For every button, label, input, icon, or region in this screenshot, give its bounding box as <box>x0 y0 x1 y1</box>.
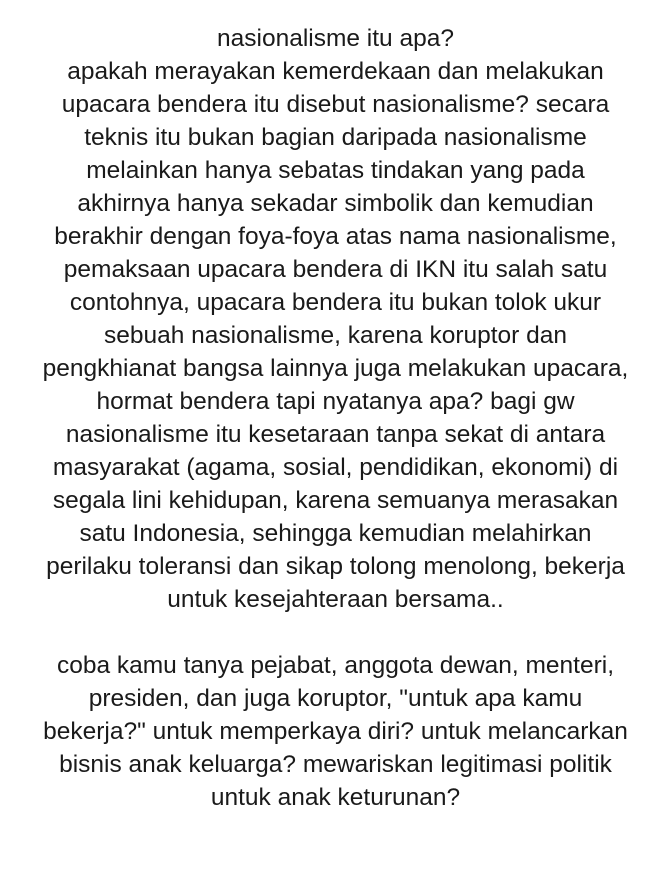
text-line: berakhir dengan foya-foya atas nama nasionalisme, <box>54 223 617 250</box>
text-line: apakah merayakan kemerdekaan dan melakukan <box>67 58 604 85</box>
text-line: pengkhianat bangsa lainnya juga melakukan upacara, <box>42 355 629 382</box>
text-line: pemaksaan upacara bendera di IKN itu salah satu <box>63 256 608 283</box>
text-line: melainkan hanya sebatas tindakan yang pada <box>86 157 585 184</box>
text-line: segala lini kehidupan, karena semuanya merasakan <box>52 487 619 514</box>
text-line: perilaku toleransi dan sikap tolong menolong, bekerja <box>46 553 625 580</box>
text-line: masyarakat (agama, sosial, pendidikan, ekonomi) di <box>52 454 619 481</box>
text-line: untuk anak keturunan? <box>210 784 461 811</box>
paragraph-2 <box>0 649 671 814</box>
text-line: akhirnya hanya sekadar simbolik dan kemudian <box>77 190 594 217</box>
text-line: hormat bendera tapi nyatanya apa? bagi gw <box>96 388 575 415</box>
text-line: nasionalisme itu apa? <box>217 25 454 52</box>
text-line: bisnis anak keluarga? mewariskan legitimasi politik <box>59 751 612 778</box>
text-line: teknis itu bukan bagian daripada nasionalisme <box>84 124 587 151</box>
text-line: nasionalisme itu kesetaraan tanpa sekat di antara <box>65 421 606 448</box>
text-line: bekerja?" untuk memperkaya diri? untuk melancarkan <box>43 718 628 745</box>
text-line: satu Indonesia, sehingga kemudian melahirkan <box>79 520 592 547</box>
text-line: upacara bendera itu disebut nasionalisme? secara <box>61 91 610 118</box>
text-line: coba kamu tanya pejabat, anggota dewan, menteri, <box>56 652 615 679</box>
text-line: sebuah nasionalisme, karena koruptor dan <box>103 322 568 349</box>
text-line: contohnya, upacara bendera itu bukan tolok ukur <box>69 289 602 316</box>
paragraph-1 <box>0 22 671 616</box>
text-line: untuk kesejahteraan bersama.. <box>167 586 504 613</box>
text-line: presiden, dan juga koruptor, "untuk apa kamu <box>88 685 583 712</box>
